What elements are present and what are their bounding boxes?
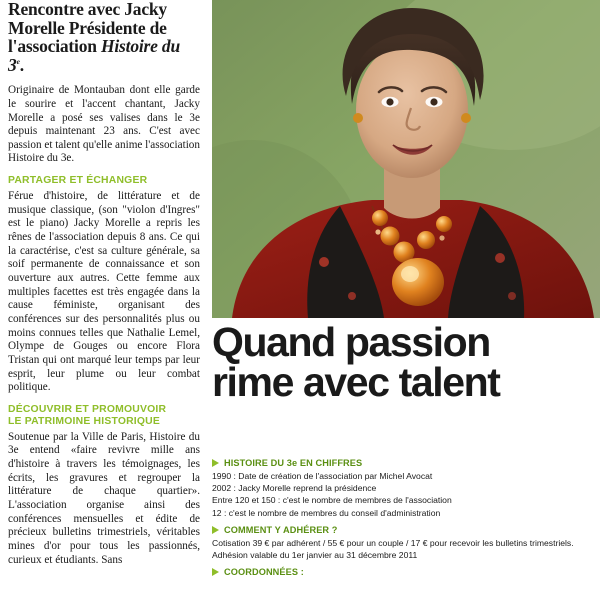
practical-info-box	[212, 458, 600, 600]
section-heading-patrimoine-line-1: DÉCOUVRIR ET PROMOUVOIR	[8, 403, 167, 415]
info-heading-adherer-text: COMMENT Y ADHÉRER ?	[224, 524, 338, 535]
info-heading-coordonnees	[212, 567, 600, 577]
arrow-right-icon	[212, 459, 219, 467]
portrait-photo-illustration	[212, 0, 600, 318]
info-line-membres: Entre 120 et 150 : c'est le nombre de membres de l'association	[212, 495, 452, 506]
portrait-photo	[212, 0, 600, 318]
arrow-right-icon	[212, 568, 219, 576]
info-heading-coordonnees-text: COORDONNÉES :	[224, 567, 304, 578]
info-line-cotisation: Cotisation 39 € par adhérent / 55 € pour un couple / 17 € pour recevoir les bulletins trimestriels.	[212, 537, 574, 548]
info-block-chiffres	[212, 458, 600, 519]
lead-title-superscript: e	[16, 56, 20, 66]
article-lead-title	[8, 0, 200, 74]
info-block-coordonnees	[212, 567, 600, 577]
section-patrimoine-paragraph: Soutenue par la Ville de Paris, Histoire du 3e entend «faire revivre mille ans d'histoire à travers les témoignages, les écrits, les gravures et regrouper la littérature de chaque quartier». L'association organise ainsi des conférences mensuelles et édite de précieux bulletins trimestriels, véritables mines d'or pour tous les passionnés, curieux et étudiants. Sans	[8, 430, 200, 566]
headline-line-2: rime avec talent	[212, 359, 500, 406]
info-heading-adherer	[212, 525, 600, 535]
page-headline	[212, 319, 600, 406]
lead-title-italic: Histoire du 3	[8, 36, 180, 75]
article-intro-paragraph: Originaire de Montauban dont elle garde le sourire et l'accent chantant, Jacky Morelle a posé ses valises dans le 3e depuis maintenant 23 ans. C'est avec passion et talent qu'elle anime l'association Histoire du 3e.	[8, 84, 200, 165]
headline-line-1: Quand passion	[212, 319, 490, 365]
info-line-conseil: 12 : c'est le nombre de membres du conseil d'administration	[212, 507, 441, 518]
info-heading-chiffres-text: HISTOIRE DU 3e EN CHIFFRES	[224, 458, 363, 468]
lead-title-line-1: Rencontre avec Jacky	[8, 0, 167, 19]
section-heading-patrimoine-line-2: LE PATRIMOINE HISTORIQUE	[8, 415, 161, 427]
lead-title-period: .	[19, 54, 24, 75]
lead-title-line-3: l'association	[8, 36, 101, 57]
info-line-validite: Adhésion valable du 1er janvier au 31 décembre 2011	[212, 549, 418, 560]
info-heading-chiffres	[212, 458, 600, 468]
lead-title-line-2: Morelle Présidente de	[8, 17, 167, 38]
section-heading-partager: PARTAGER ET ÉCHANGER	[8, 175, 148, 187]
section-heading-patrimoine	[8, 404, 200, 428]
arrow-right-icon	[212, 526, 219, 534]
article-left-column	[8, 0, 204, 600]
info-line-creation: 1990 : Date de création de l'association par Michel Avocat	[212, 471, 433, 481]
section-partager-paragraph: Férue d'histoire, de littérature et de musique classique, (son "violon d'Ingres" est le piano) Jacky Morelle a repris les rênes de l'association depuis 8 ans. Ce qui la caractérise, c'est sa culture générale, sa soif permanente de connaissance et son ouverture aux autres. Cette femme aux multiples facettes est très engagée dans la cause féministe, organisant des conférences sur des personnalités plus ou moins connues telles que Nathalie Lemel, Olympe de Gouges ou encore Flora Tristan qui ont marqué leur temps par leur esprit, leur plume ou leur combat politique.	[8, 190, 200, 394]
info-block-adherer	[212, 525, 600, 561]
info-line-presidence: 2002 : Jacky Morelle reprend la présidence	[212, 483, 377, 494]
